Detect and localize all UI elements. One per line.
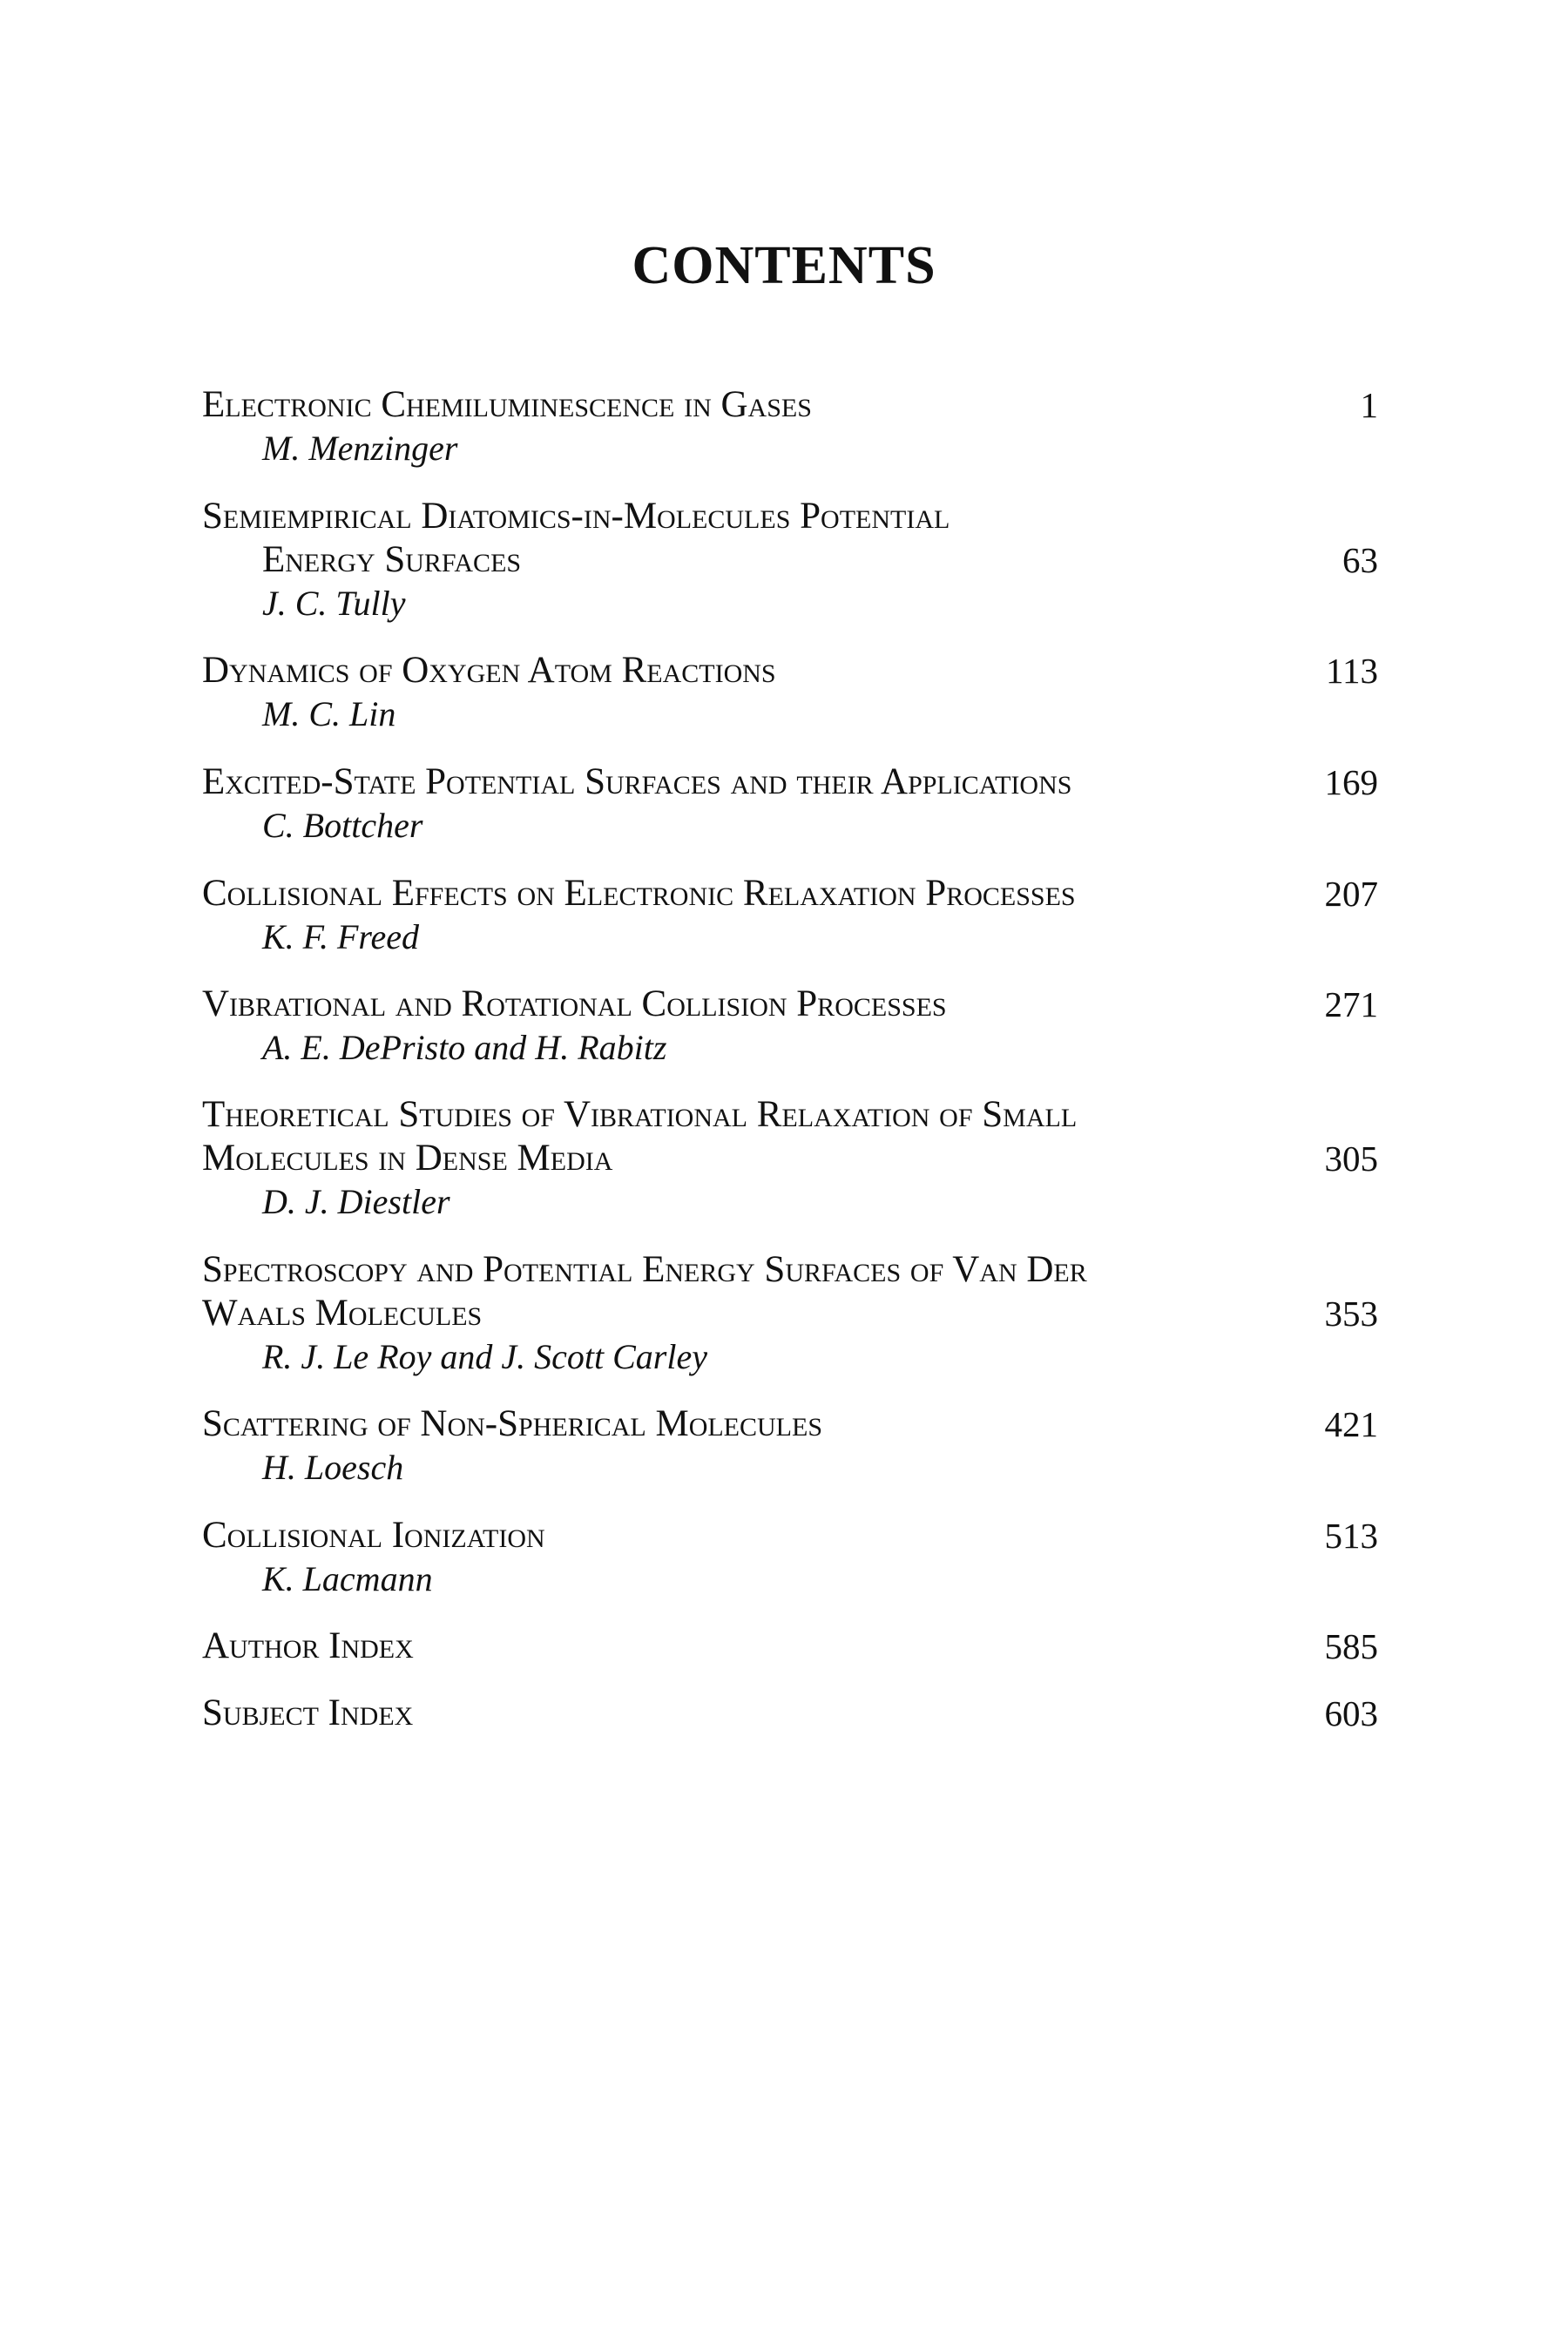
entry-title: Author Index 585 <box>202 1625 1378 1666</box>
page-number: 207 <box>1324 874 1378 914</box>
toc-entry-author-index[interactable] <box>202 1625 1378 1668</box>
entry-title: Collisional Effects on Electronic Relaxation Processes 207 <box>202 873 1378 914</box>
toc-entry[interactable] <box>202 495 1378 625</box>
entry-title: Dynamics of Oxygen Atom Reactions 113 <box>202 650 1378 691</box>
toc-entry-subject-index[interactable] <box>202 1692 1378 1735</box>
entry-title: Subject Index 603 <box>202 1692 1378 1733</box>
entry-author: M. Menzinger <box>262 429 458 468</box>
entry-author: C. Bottcher <box>262 806 423 845</box>
entry-title: Scattering of Non-Spherical Molecules 421 <box>202 1403 1378 1444</box>
toc-entry[interactable] <box>202 1402 1378 1490</box>
page-number: 271 <box>1324 984 1378 1024</box>
entry-title: Theoretical Studies of Vibrational Relaxation of Small <box>202 1094 1078 1135</box>
toc-entry[interactable] <box>202 383 1378 470</box>
page-number: 169 <box>1324 762 1378 802</box>
entry-author: H. Loesch <box>262 1448 404 1487</box>
page-number: 603 <box>1324 1693 1378 1733</box>
toc-entry[interactable] <box>202 649 1378 736</box>
entry-title: Excited-State Potential Surfaces and their Applications 169 <box>202 761 1378 802</box>
page-number: 113 <box>1326 651 1378 691</box>
page-number: 63 <box>1342 540 1378 580</box>
entry-title-continued: Energy Surfaces 63 <box>262 539 1378 580</box>
entry-title: Semiempirical Diatomics-in-Molecules Potential <box>202 496 950 537</box>
toc-entry[interactable] <box>202 1514 1378 1601</box>
entry-title-continued: Molecules in Dense Media 305 <box>202 1138 1378 1179</box>
entry-author: J. C. Tully <box>262 584 406 623</box>
toc-entry[interactable] <box>202 760 1378 848</box>
toc-entry[interactable] <box>202 872 1378 959</box>
entry-title: Collisional Ionization 513 <box>202 1515 1378 1556</box>
page-number: 421 <box>1324 1404 1378 1444</box>
toc-entry[interactable] <box>202 983 1378 1070</box>
entry-author: K. Lacmann <box>262 1559 433 1598</box>
page-number: 585 <box>1324 1626 1378 1666</box>
page-title: CONTENTS <box>632 236 936 295</box>
toc-entry[interactable] <box>202 1093 1378 1224</box>
page-number: 1 <box>1360 385 1378 425</box>
entry-title: Spectroscopy and Potential Energy Surfaces of Van Der <box>202 1249 1087 1290</box>
entry-author: K. F. Freed <box>262 917 419 956</box>
page-number: 305 <box>1324 1138 1378 1179</box>
toc-entry[interactable] <box>202 1248 1378 1379</box>
entry-title: Electronic Chemiluminescence in Gases 1 <box>202 384 1378 425</box>
page-number: 353 <box>1324 1294 1378 1334</box>
entry-author: M. C. Lin <box>262 694 396 733</box>
entry-title: Vibrational and Rotational Collision Processes 271 <box>202 983 1378 1024</box>
entry-title-continued: Waals Molecules 353 <box>202 1293 1378 1334</box>
entry-author: A. E. DePristo and H. Rabitz <box>262 1028 667 1067</box>
entry-author: D. J. Diestler <box>262 1182 450 1221</box>
page-number: 513 <box>1324 1516 1378 1556</box>
entry-author: R. J. Le Roy and J. Scott Carley <box>262 1337 707 1376</box>
